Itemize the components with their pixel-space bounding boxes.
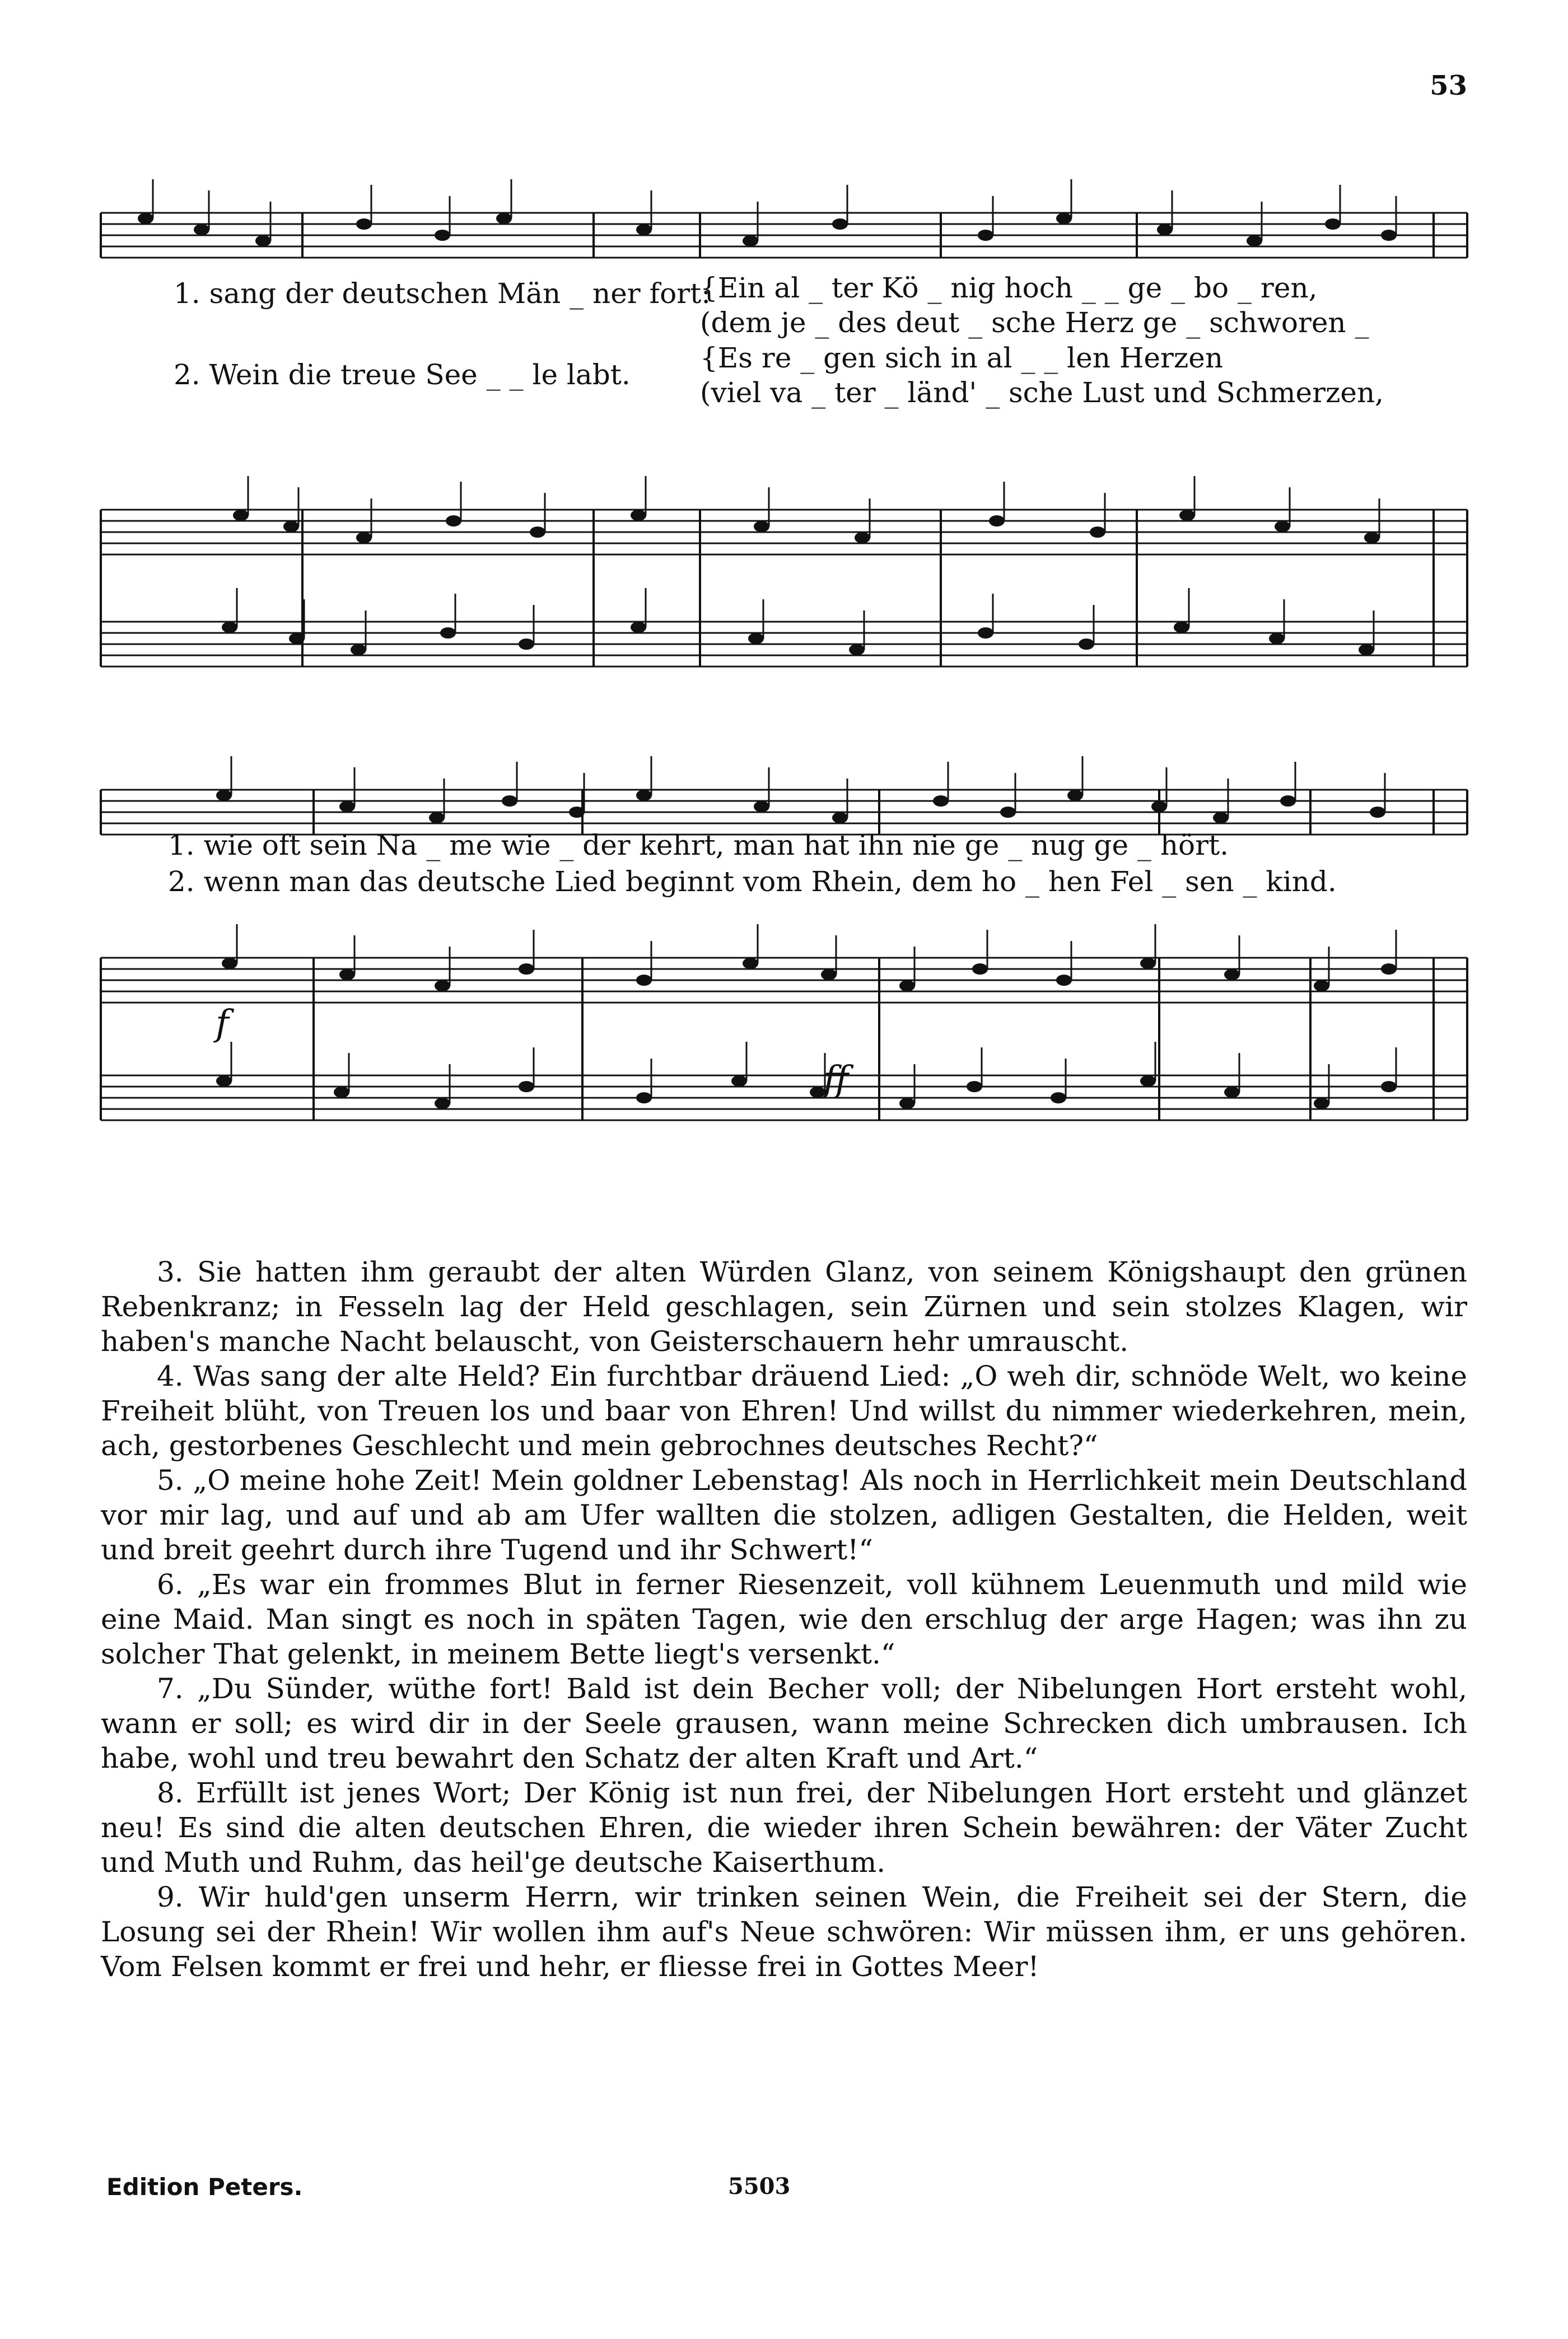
additional-verses bbox=[101, 1255, 1467, 1984]
note-head bbox=[1151, 801, 1167, 812]
note-head bbox=[222, 622, 237, 633]
note-head bbox=[754, 801, 769, 812]
note-head bbox=[1179, 510, 1195, 521]
verse-9: 9. Wir huld'gen unserm Herrn, wir trinken seinen Wein, die Freiheit sei der Stern, die Losung sei der Rhein! Wir wollen ihm auf's Neue schwören: Wir müssen ihm, er uns gehören. Vom Felsen kommt er frei und hehr, er fliesse frei in Gottes Meer! bbox=[101, 1881, 1467, 1983]
note-head bbox=[636, 790, 652, 801]
note-head bbox=[631, 622, 646, 633]
lyric-line: 2. Wein die treue See _ _ le labt. bbox=[174, 358, 631, 391]
note-head bbox=[502, 795, 517, 807]
note-head bbox=[1381, 1081, 1397, 1092]
lyric-line: 2. wenn man das deutsche Lied beginnt vom Rhein, dem ho _ hen Fel _ sen _ kind. bbox=[168, 865, 1337, 898]
note-head bbox=[636, 1092, 652, 1103]
note-head bbox=[1090, 526, 1105, 538]
verse-7: 7. „Du Sünder, wüthe fort! Bald ist dein Becher voll; der Nibelungen Hort ersteht wohl, wann er soll; es wird dir in der Seele grausen, wann meine Schrecken dich umbrausen. Ich habe, wohl und treu bewahrt den Schatz der alten Kraft und Art.“ bbox=[101, 1672, 1467, 1774]
note-head bbox=[440, 627, 456, 639]
note-head bbox=[1224, 969, 1240, 980]
note-head bbox=[899, 1098, 915, 1109]
dynamic-forte: f bbox=[216, 1003, 229, 1044]
note-head bbox=[989, 515, 1005, 526]
note-head bbox=[1314, 980, 1329, 991]
note-head bbox=[435, 230, 450, 241]
note-head bbox=[222, 958, 237, 969]
note-head bbox=[216, 1075, 232, 1087]
note-head bbox=[1174, 622, 1189, 633]
note-head bbox=[1325, 218, 1341, 230]
note-head bbox=[1364, 532, 1380, 543]
note-head bbox=[731, 1075, 747, 1087]
note-head bbox=[1280, 795, 1296, 807]
verse-6: 6. „Es war ein frommes Blut in ferner Riesenzeit, voll kühnem Leuenmuth und mild wie eine Maid. Man singt es noch in späten Tagen, wie den erschlug der arge Hagen; was ihn zu solcher That gelenkt, in meinem Bette liegt's versenkt.“ bbox=[101, 1568, 1467, 1670]
note-head bbox=[933, 795, 949, 807]
note-head bbox=[1067, 790, 1083, 801]
note-head bbox=[1314, 1098, 1329, 1109]
note-head bbox=[289, 633, 305, 644]
lyric-line: 1. wie oft sein Na _ me wie _ der kehrt, man hat ihn nie ge _ nug ge _ hört. bbox=[168, 829, 1229, 861]
piano-treble-staff-2 bbox=[101, 958, 1467, 1003]
note-head bbox=[216, 790, 232, 801]
note-head bbox=[446, 515, 461, 526]
note-head bbox=[1269, 633, 1285, 644]
note-head bbox=[519, 1081, 534, 1092]
note-head bbox=[1247, 235, 1262, 246]
verse-5: 5. „O meine hohe Zeit! Mein goldner Lebenstag! Als noch in Herrlichkeit mein Deutschland vor mir lag, und auf und ab am Ufer wallten die stolzen, adligen Gestalten, die Helden, weit und breit geehrt durch ihre Tugend und ihr Schwert!“ bbox=[101, 1464, 1467, 1566]
verse-4: 4. Was sang der alte Held? Ein furchtbar dräuend Lied: „O weh dir, schnöde Welt, wo keine Freiheit blüht, von Treuen los und baar von Ehren! Und willst du nimmer wiederkehren, mein, ach, gestorbenes Geschlecht und mein gebrochnes deutsches Recht?“ bbox=[101, 1360, 1467, 1462]
lyric-line: (viel va _ ter _ länd' _ sche Lust und Schmerzen, bbox=[700, 376, 1384, 409]
note-head bbox=[1224, 1087, 1240, 1098]
note-head bbox=[519, 639, 534, 650]
publisher-name: Edition Peters. bbox=[106, 2173, 303, 2201]
voice-staff-2 bbox=[101, 790, 1467, 835]
note-head bbox=[334, 1087, 349, 1098]
note-head bbox=[1051, 1092, 1066, 1103]
note-head bbox=[972, 963, 988, 975]
note-head bbox=[339, 801, 355, 812]
note-head bbox=[967, 1081, 982, 1092]
note-head bbox=[435, 1098, 450, 1109]
note-head bbox=[530, 526, 545, 538]
verse-3: 3. Sie hatten ihm geraubt der alten Würden Glanz, von seinem Königshaupt den grünen Rebenkranz; in Fesseln lag der Held geschlagen, sein Zürnen und sein stolzes Klagen, wir haben's manche Nacht belauscht, von Geisterschauern hehr umrauscht. bbox=[101, 1256, 1467, 1358]
note-head bbox=[194, 224, 209, 235]
note-head bbox=[743, 235, 758, 246]
note-head bbox=[1381, 230, 1397, 241]
note-head bbox=[1275, 521, 1290, 532]
note-head bbox=[429, 812, 445, 823]
note-head bbox=[1140, 1075, 1156, 1087]
note-head bbox=[1000, 807, 1016, 818]
note-head bbox=[283, 521, 299, 532]
lyric-line: (dem je _ des deut _ sche Herz ge _ schworen _ bbox=[700, 306, 1369, 339]
note-head bbox=[631, 510, 646, 521]
note-head bbox=[435, 980, 450, 991]
note-head bbox=[1056, 213, 1072, 224]
note-head bbox=[849, 644, 865, 655]
note-head bbox=[569, 807, 585, 818]
note-head bbox=[356, 532, 372, 543]
note-head bbox=[1079, 639, 1094, 650]
note-head bbox=[138, 213, 153, 224]
note-head bbox=[1213, 812, 1229, 823]
note-head bbox=[832, 218, 848, 230]
note-head bbox=[832, 812, 848, 823]
note-head bbox=[356, 218, 372, 230]
note-head bbox=[1056, 975, 1072, 986]
note-head bbox=[748, 633, 764, 644]
lyric-line: {Ein al _ ter Kö _ nig hoch _ _ ge _ bo _ ren, bbox=[700, 272, 1318, 304]
note-head bbox=[233, 510, 249, 521]
piano-treble-staff-1 bbox=[101, 510, 1467, 555]
note-head bbox=[496, 213, 512, 224]
piano-bass-staff-1 bbox=[101, 622, 1467, 667]
note-head bbox=[339, 969, 355, 980]
note-head bbox=[978, 627, 993, 639]
verse-8: 8. Erfüllt ist jenes Wort; Der König ist nun frei, der Nibelungen Hort ersteht und glänzet neu! Es sind die alten deutschen Ehren, die wieder ihren Schein bewähren: der Väter Zucht und Muth und Ruhm, das heil'ge deutsche Kaiserthum. bbox=[101, 1777, 1467, 1879]
lyric-line: {Es re _ gen sich in al _ _ len Herzen bbox=[700, 342, 1224, 374]
note-head bbox=[636, 224, 652, 235]
plate-number: 5503 bbox=[728, 2173, 791, 2200]
note-head bbox=[754, 521, 769, 532]
note-head bbox=[351, 644, 366, 655]
dynamic-fortissimo: ff bbox=[823, 1059, 849, 1100]
note-head bbox=[1140, 958, 1156, 969]
note-head bbox=[1370, 807, 1385, 818]
note-head bbox=[855, 532, 870, 543]
note-head bbox=[978, 230, 993, 241]
note-head bbox=[821, 969, 837, 980]
note-head bbox=[636, 975, 652, 986]
note-head bbox=[1381, 963, 1397, 975]
lyric-line: 1. sang der deutschen Män _ ner fort: bbox=[174, 277, 711, 310]
note-head bbox=[519, 963, 534, 975]
note-head bbox=[743, 958, 758, 969]
page-number: 53 bbox=[1430, 70, 1467, 101]
note-head bbox=[899, 980, 915, 991]
note-head bbox=[255, 235, 271, 246]
note-head bbox=[1359, 644, 1374, 655]
note-head bbox=[1157, 224, 1173, 235]
piano-bass-staff-2 bbox=[101, 1075, 1467, 1120]
